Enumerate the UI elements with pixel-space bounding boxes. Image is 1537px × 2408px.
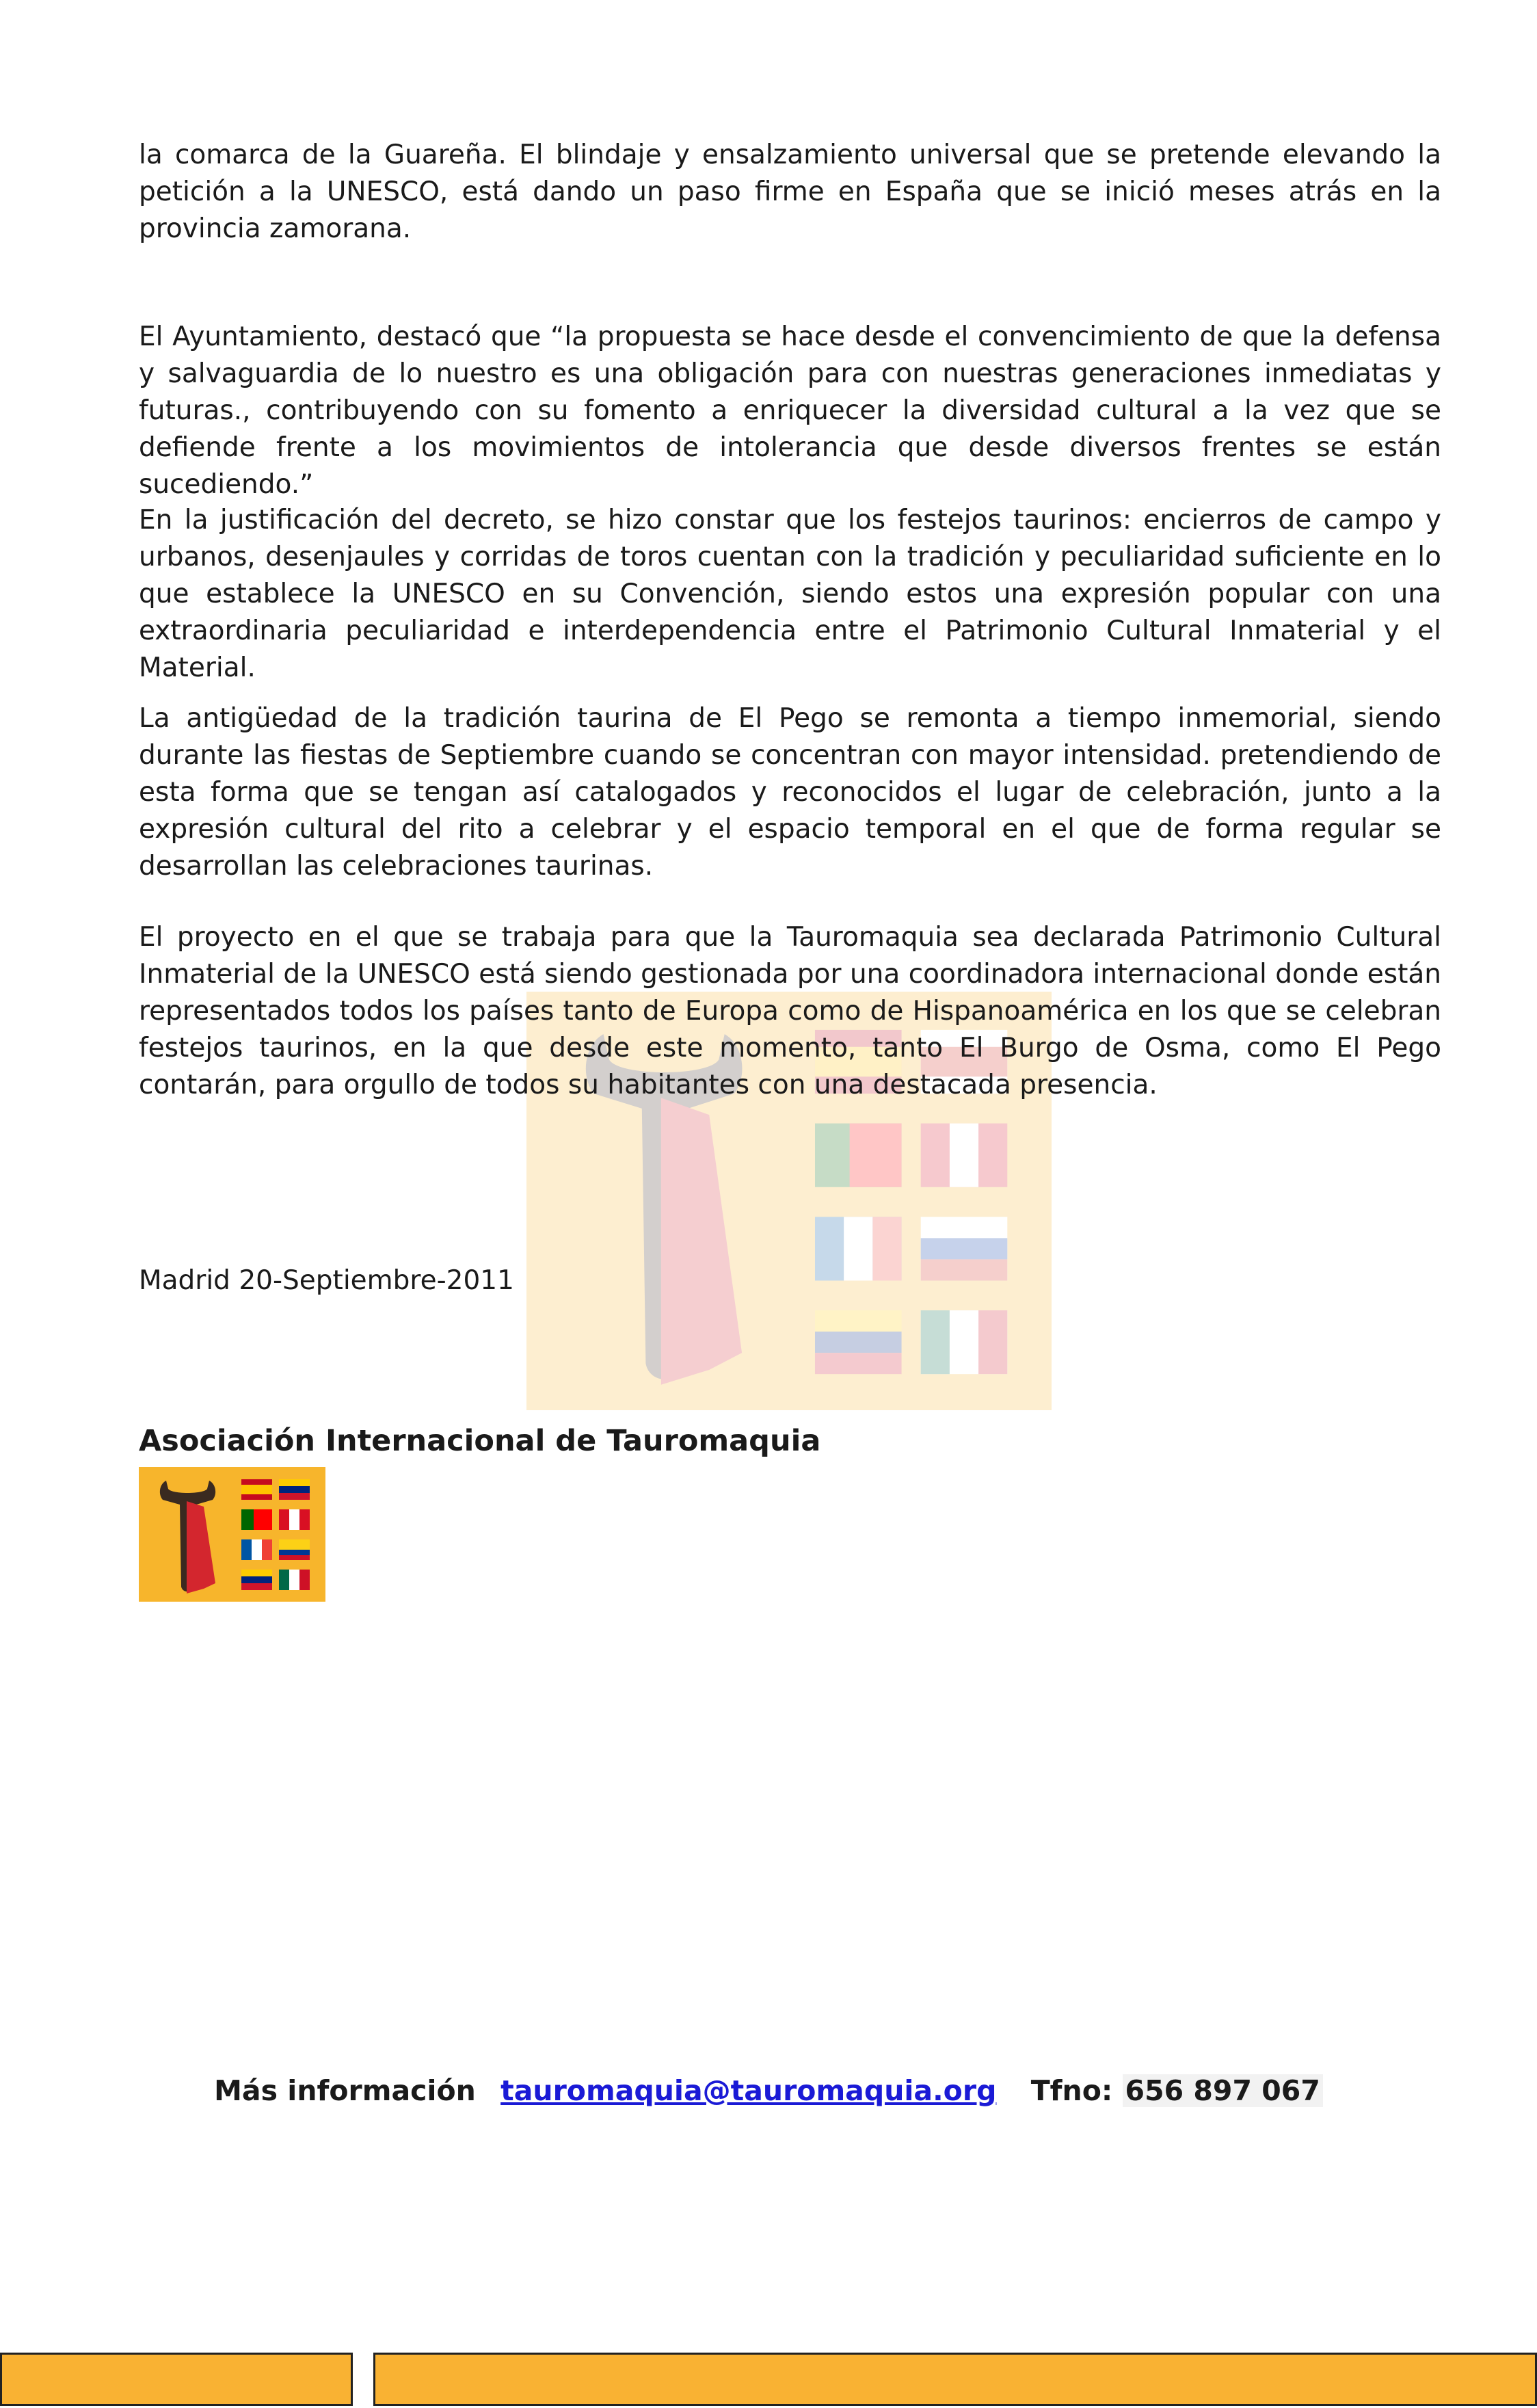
- footer-bar-right: [373, 2353, 1537, 2406]
- organization-name: Asociación Internacional de Tauromaquia: [139, 1424, 821, 1458]
- document-date: Madrid 20-Septiembre-2011: [139, 1265, 514, 1296]
- paragraph-2: El Ayuntamiento, destacó que “la propuesta se hace desde el convencimiento de que la defensa y salvaguardia de lo nuestro es una obligación para con nuestras generaciones inmediatas y futuras., contribuyendo con su fomento a enriquecer la diversidad cultural a la vez que se defiende frente a los movimientos de intolerancia que desde diversos frentes se están sucediendo.”: [139, 321, 1441, 500]
- phone-number: 656 897 067: [1123, 2074, 1323, 2107]
- contact-label: Más información: [214, 2074, 476, 2107]
- phone-label: Tfno:: [1030, 2074, 1113, 2107]
- email-link[interactable]: tauromaquia@tauromaquia.org: [500, 2074, 997, 2107]
- organization-logo: [139, 1467, 325, 1602]
- paragraph-5: El proyecto en el que se trabaja para que la Tauromaquia sea declarada Patrimonio Cultural Inmaterial de la UNESCO está siendo gestionada por una coordinadora internacional donde están representados todos los países tanto de Europa como de Hispanoamérica en los que se celebran festejos taurinos, en la que desde este momento, tanto El Burgo de Osma, como El Pego contarán, para orgullo de todos su habitantes con una destacada presencia.: [139, 922, 1441, 1100]
- paragraph-3: En la justificación del decreto, se hizo constar que los festejos taurinos: encierros de campo y urbanos, desenjaules y corridas de toros cuentan con la tradición y peculiaridad suficiente en lo que establece la UNESCO en su Convención, siendo estos una expresión popular con una extraordinaria peculiaridad e interdependencia entre el Patrimonio Cultural Inmaterial y el Material.: [139, 505, 1441, 683]
- footer-bar-left: [0, 2353, 353, 2406]
- paragraph-4: La antigüedad de la tradición taurina de El Pego se remonta a tiempo inmemorial, siendo durante las fiestas de Septiembre cuando se concentran con mayor intensidad. pretendiendo de esta forma que se tengan así catalogados y reconocidos el lugar de celebración, junto a la expresión cultural del rito a celebrar y el espacio temporal en el que de forma regular se desarrollan las celebraciones taurinas.: [139, 703, 1441, 882]
- contact-line: [0, 2071, 1537, 2111]
- paragraph-1: la comarca de la Guareña. El blindaje y ensalzamiento universal que se pretende elevando la petición a la UNESCO, está dando un paso firme en España que se inició meses atrás en la provincia zamorana.: [139, 140, 1441, 244]
